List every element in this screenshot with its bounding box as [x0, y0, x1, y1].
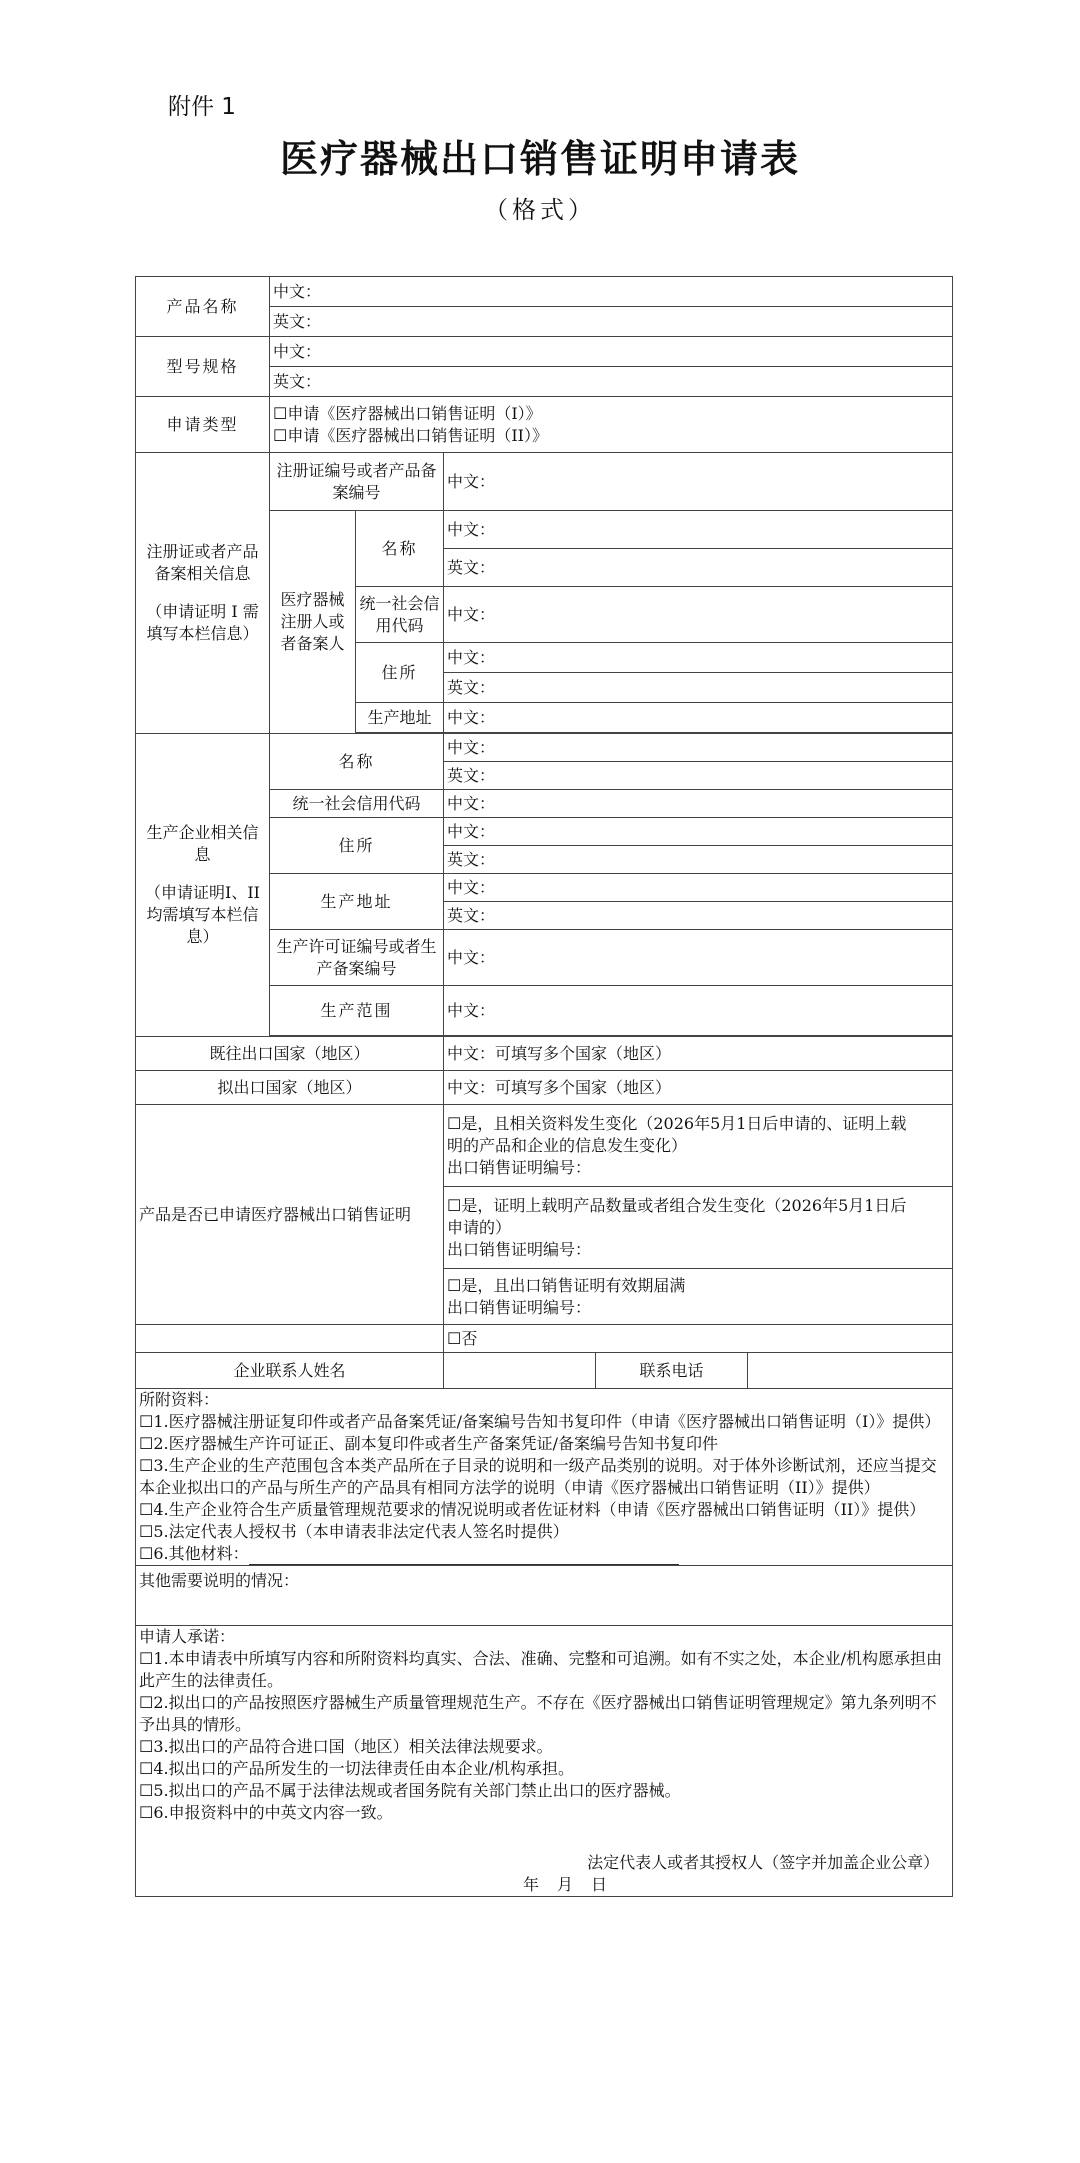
applied-before-option-2-line-2: 申请的）	[447, 1217, 512, 1237]
applied-before-option-4[interactable]: ☐否	[444, 1325, 953, 1353]
commitment-item-1[interactable]: ☐1.本申请表中所填写内容和所附资料均真实、合法、准确、完整和可追溯。如有不实之处，本企业/机构愿承担由此产生的法律责任。	[139, 1649, 943, 1690]
manufacturer-address-zh-field[interactable]: 中文：	[444, 818, 953, 846]
manufacturer-license-field[interactable]: 中文：	[444, 930, 953, 986]
product-name-zh-field[interactable]: 中文：	[270, 277, 953, 307]
model-spec-en-field[interactable]: 英文：	[270, 367, 953, 397]
registration-section-note: （申请证明 I 需填写本栏信息）	[146, 602, 259, 643]
applied-before-option-2[interactable]	[444, 1187, 953, 1269]
commitment-section	[136, 1626, 953, 1897]
registrant-production-address-field[interactable]: 中文：	[444, 703, 953, 733]
attachment-item-2[interactable]: ☐2.医疗器械生产许可证正、副本复印件或者生产备案凭证/备案编号告知书复印件	[139, 1434, 719, 1453]
other-materials-blank[interactable]	[249, 1546, 679, 1565]
attachment-label: 附件 1	[168, 94, 236, 120]
registrant-name-zh-field[interactable]: 中文：	[444, 511, 953, 549]
manufacturer-production-address-en-field[interactable]: 英文：	[444, 902, 953, 930]
model-spec-zh-field[interactable]: 中文：	[270, 337, 953, 367]
registration-section-label: 注册证或者产品备案相关信息	[146, 542, 259, 583]
registrant-address-en-field[interactable]: 英文：	[444, 673, 953, 703]
planned-export-field[interactable]: 中文：可填写多个国家（地区）	[444, 1071, 953, 1105]
registrant-production-address-label: 生产地址	[356, 703, 444, 733]
other-notes-field[interactable]	[136, 1566, 953, 1626]
manufacturer-license-label: 生产许可证编号或者生产备案编号	[270, 930, 444, 986]
manufacturer-credit-code-label: 统一社会信用代码	[270, 790, 444, 818]
manufacturer-scope-field[interactable]: 中文：	[444, 986, 953, 1036]
applied-before-option-1-line-3: 出口销售证明编号：	[447, 1157, 592, 1177]
contact-phone-label: 联系电话	[596, 1353, 748, 1389]
registrant-address-label: 住所	[356, 643, 444, 703]
date-line: 年月日	[523, 1875, 626, 1894]
product-name-en-field[interactable]: 英文：	[270, 307, 953, 337]
applied-before-option-3-line-2: 出口销售证明编号：	[447, 1297, 592, 1317]
manufacturer-production-address-label: 生产地址	[270, 874, 444, 930]
apply-type-option-2[interactable]: ☐申请《医疗器械出口销售证明（II）》	[273, 425, 548, 445]
contact-name-field[interactable]	[444, 1353, 596, 1389]
commitment-item-2[interactable]: ☐2.拟出口的产品按照医疗器械生产质量管理规范生产。不存在《医疗器械出口销售证明管理规定》第九条列明不予出具的情形。	[139, 1693, 937, 1734]
attachments-title: 所附资料：	[139, 1390, 220, 1409]
attachment-item-5[interactable]: ☐5.法定代表人授权书（本申请表非法定代表人签名时提供）	[139, 1522, 569, 1541]
commitment-item-5[interactable]: ☐5.拟出口的产品不属于法律法规或者国务院有关部门禁止出口的医疗器械。	[139, 1781, 681, 1800]
manufacturer-section-label: 生产企业相关信息	[146, 823, 259, 864]
commitment-title: 申请人承诺：	[139, 1627, 236, 1646]
apply-type-label: 申请类型	[136, 397, 270, 453]
registrant-credit-code-label: 统一社会信用代码	[356, 587, 444, 643]
planned-export-label: 拟出口国家（地区）	[136, 1071, 444, 1105]
manufacturer-scope-label: 生产范围	[270, 986, 444, 1036]
attachment-item-4[interactable]: ☐4.生产企业符合生产质量管理规范要求的情况说明或者佐证材料（申请《医疗器械出口销售证明（II）》提供）	[139, 1500, 926, 1519]
contact-phone-field[interactable]	[748, 1353, 953, 1389]
manufacturer-address-label: 住所	[270, 818, 444, 874]
manufacturer-credit-code-field[interactable]: 中文：	[444, 790, 953, 818]
manufacturer-production-address-zh-field[interactable]: 中文：	[444, 874, 953, 902]
reg-no-zh-field[interactable]: 中文：	[444, 453, 953, 511]
registration-section	[136, 453, 270, 734]
reg-no-label: 注册证编号或者产品备案编号	[270, 453, 444, 511]
applied-before-option-3[interactable]	[444, 1269, 953, 1325]
apply-type-option-1[interactable]: ☐申请《医疗器械出口销售证明（I）》	[273, 403, 542, 423]
past-export-label: 既往出口国家（地区）	[136, 1037, 444, 1071]
past-export-field[interactable]: 中文：可填写多个国家（地区）	[444, 1037, 953, 1071]
applied-before-option-1-line-2: 明的产品和企业的信息发生变化）	[447, 1135, 688, 1155]
attachment-item-6-label: ☐6.其他材料：	[139, 1544, 249, 1563]
contact-name-label: 企业联系人姓名	[136, 1353, 444, 1389]
manufacturer-section-note: （申请证明I、II均需填写本栏信息）	[145, 883, 260, 946]
manufacturer-name-zh-field[interactable]: 中文：	[444, 734, 953, 762]
registrant-address-zh-field[interactable]: 中文：	[444, 643, 953, 673]
applied-before-label: 产品是否已申请医疗器械出口销售证明	[136, 1105, 444, 1325]
registrant-credit-code-field[interactable]: 中文：	[444, 587, 953, 643]
model-spec-label: 型号规格	[136, 337, 270, 397]
registrant-label: 医疗器械注册人或者备案人	[270, 511, 356, 734]
manufacturer-name-label: 名称	[270, 734, 444, 790]
manufacturer-address-en-field[interactable]: 英文：	[444, 846, 953, 874]
form-title: 医疗器械出口销售证明申请表	[279, 136, 800, 181]
attachment-item-1[interactable]: ☐1.医疗器械注册证复印件或者产品备案凭证/备案编号告知书复印件（申请《医疗器械出口销售证明（I）》提供）	[139, 1412, 941, 1431]
applied-before-option-1-line-1: ☐是，且相关资料发生变化（2026年5月1日后申请的、证明上载	[447, 1113, 907, 1133]
commitment-item-4[interactable]: ☐4.拟出口的产品所发生的一切法律责任由本企业/机构承担。	[139, 1759, 575, 1778]
other-notes-label: 其他需要说明的情况：	[139, 1571, 300, 1590]
signature-line: 法定代表人或者其授权人（签字并加盖企业公章）	[587, 1853, 940, 1872]
commitment-item-6[interactable]: ☐6.申报资料中的中英文内容一致。	[139, 1803, 393, 1822]
product-name-label: 产品名称	[136, 277, 270, 337]
manufacturer-section	[136, 734, 270, 1037]
commitment-item-3[interactable]: ☐3.拟出口的产品符合进口国（地区）相关法律法规要求。	[139, 1737, 553, 1756]
applied-before-option-1[interactable]	[444, 1105, 953, 1187]
attachment-item-6[interactable]	[139, 1543, 949, 1565]
manufacturer-name-en-field[interactable]: 英文：	[444, 762, 953, 790]
attachments-section	[136, 1389, 953, 1566]
applied-before-option-3-line-1: ☐是，且出口销售证明有效期届满	[447, 1275, 686, 1295]
application-form	[135, 276, 953, 1897]
form-subtitle: （格式）	[484, 196, 596, 224]
registrant-name-label: 名称	[356, 511, 444, 587]
applied-before-option-2-line-1: ☐是，证明上载明产品数量或者组合发生变化（2026年5月1日后	[447, 1195, 907, 1215]
registrant-name-en-field[interactable]: 英文：	[444, 549, 953, 587]
applied-before-option-2-line-3: 出口销售证明编号：	[447, 1239, 592, 1259]
attachment-item-3[interactable]: ☐3.生产企业的生产范围包含本类产品所在子目录的说明和一级产品类别的说明。对于体外诊断试剂，还应当提交本企业拟出口的产品与所生产的产品具有相同方法学的说明（申请《医疗器械出口销售证明（II）》提供）	[139, 1456, 937, 1497]
